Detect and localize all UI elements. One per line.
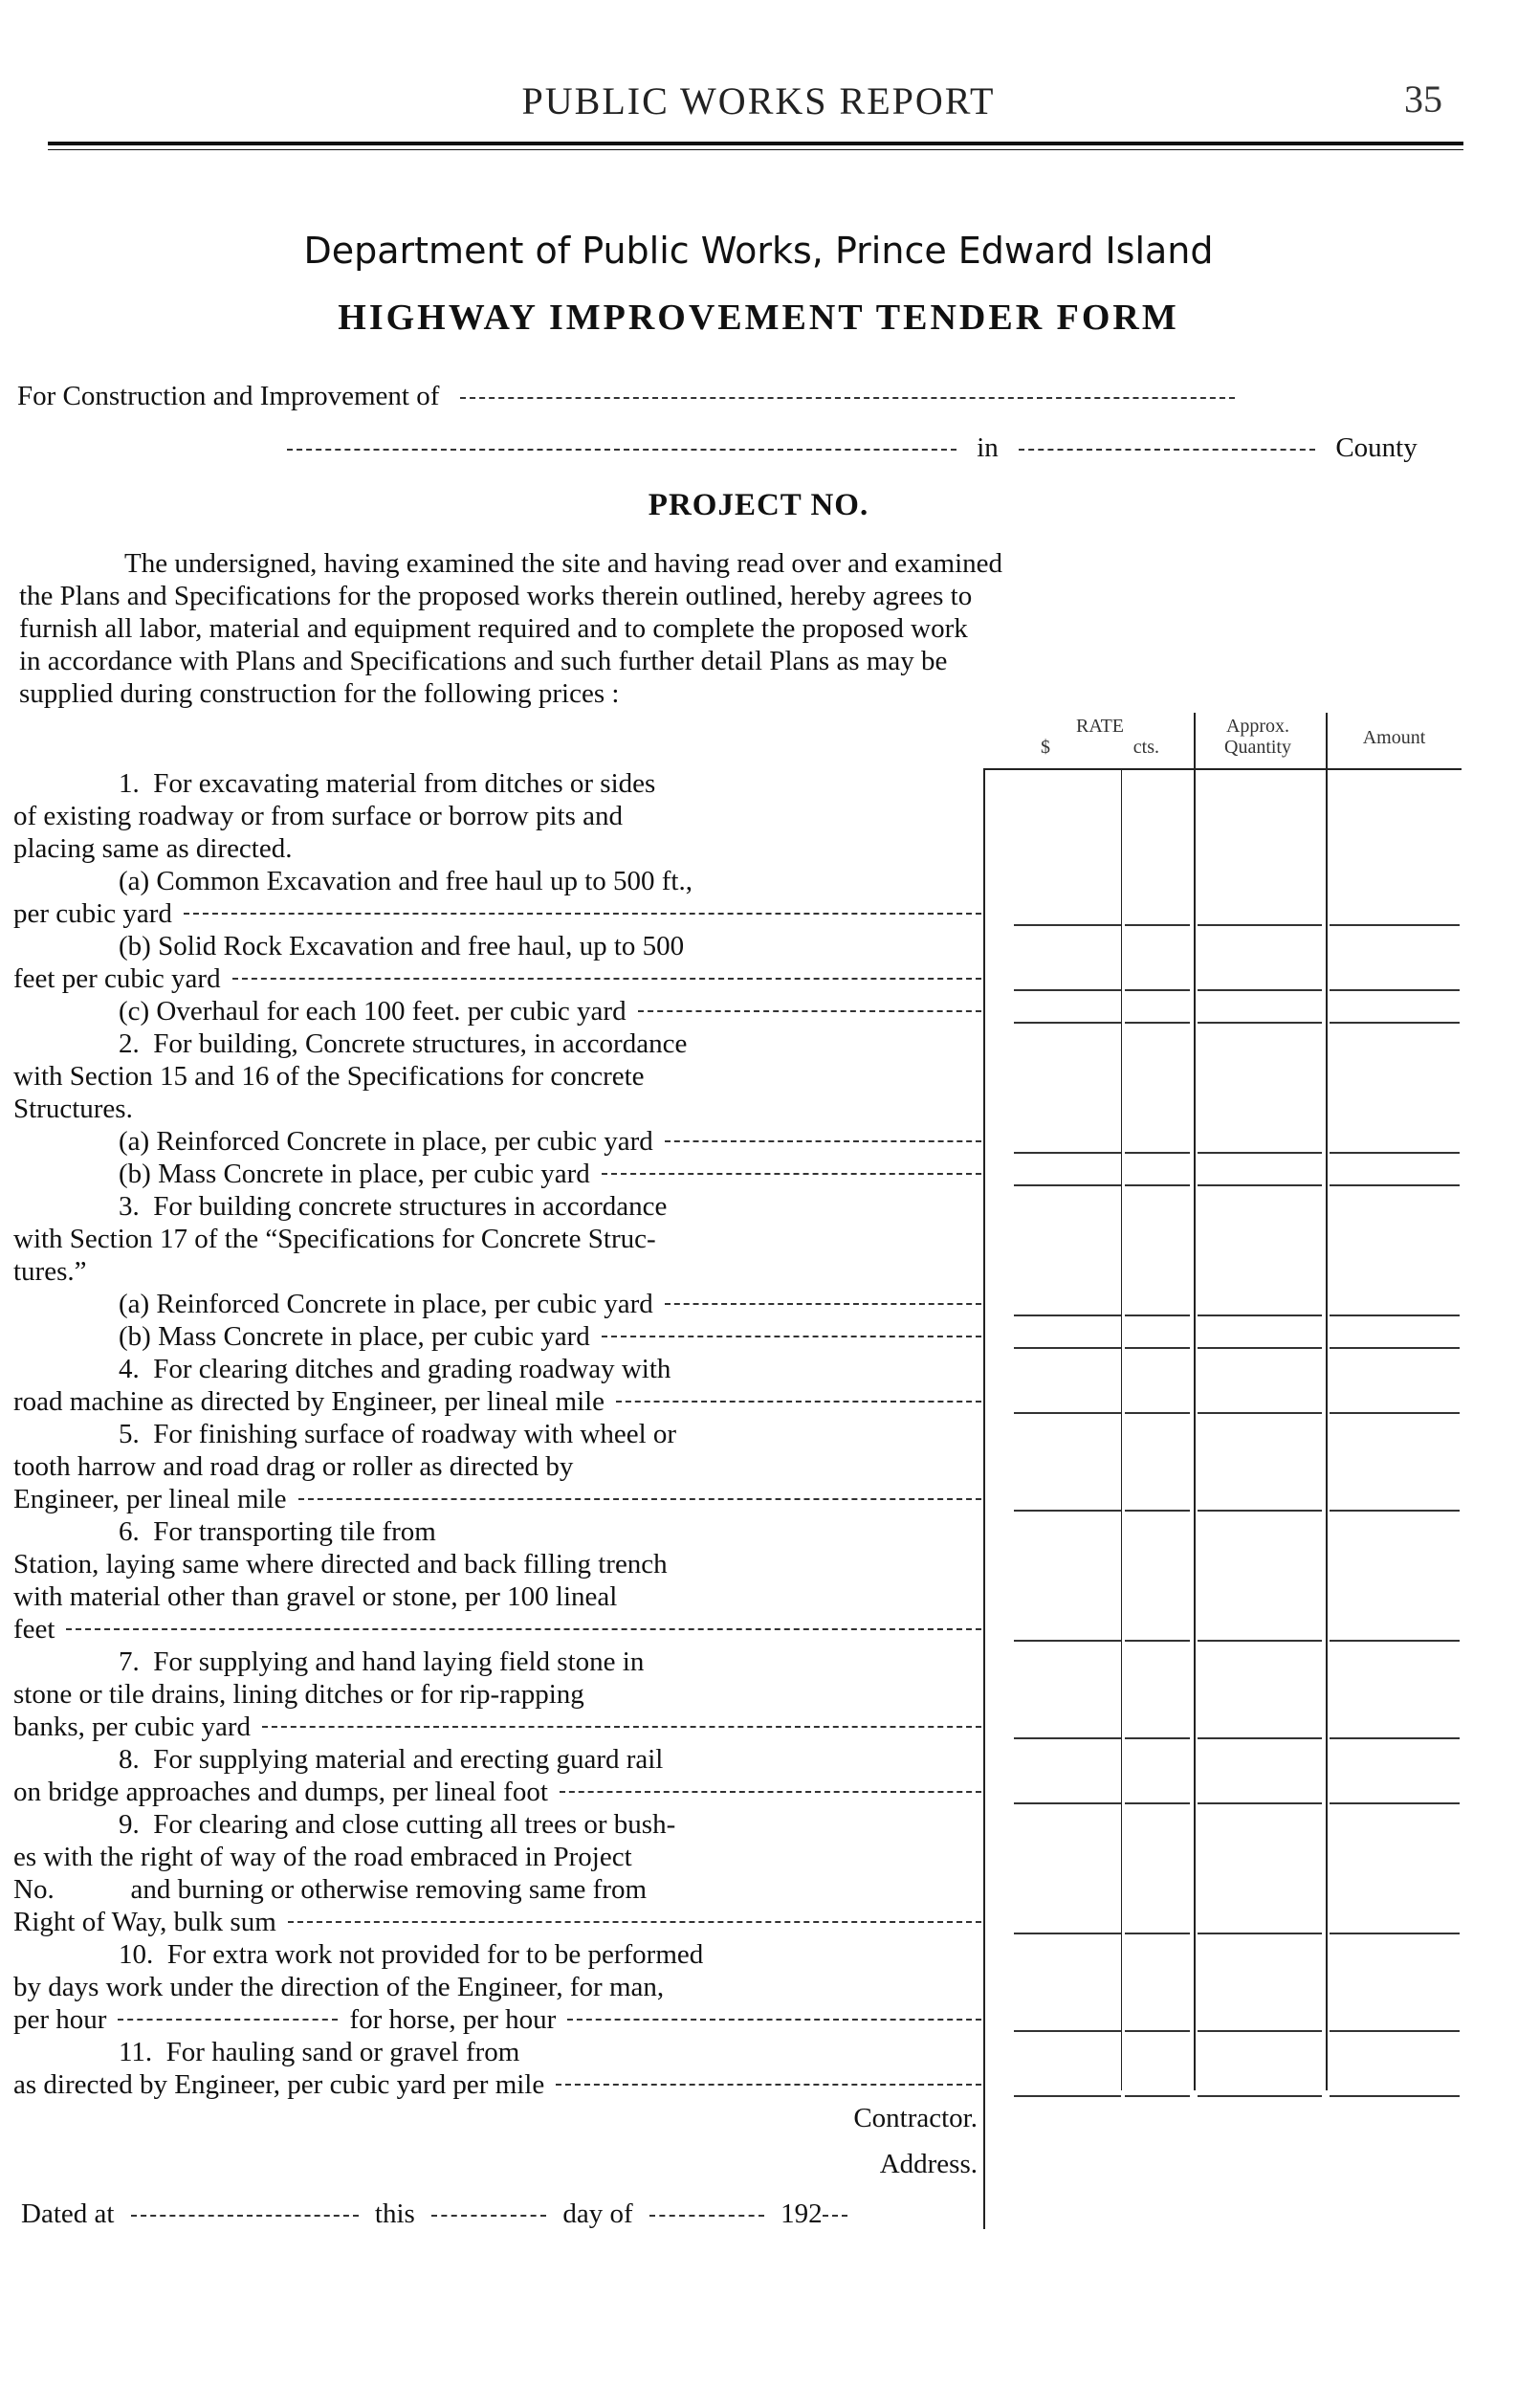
item-text: (a) Reinforced Concrete in place, per cubic yard <box>119 1289 653 1319</box>
department-heading: Department of Public Works, Prince Edward Island <box>303 230 1214 272</box>
item-line <box>13 1450 981 1483</box>
quantity-blank[interactable] <box>1198 1347 1322 1349</box>
amount-blank[interactable] <box>1330 1737 1460 1739</box>
rate-cents-blank[interactable] <box>1125 1737 1190 1739</box>
page-number: 35 <box>1404 77 1442 121</box>
item-text: on bridge approaches and dumps, per lineal foot <box>13 1777 548 1807</box>
rate-cents-blank[interactable] <box>1125 1640 1190 1642</box>
item-text: placing same as directed. <box>13 833 293 864</box>
amount-blank[interactable] <box>1330 1802 1460 1804</box>
rate-dollars-blank[interactable] <box>1014 1152 1121 1154</box>
item-line <box>13 832 981 865</box>
table-left-border <box>983 770 985 2229</box>
item-text: (a) Common Excavation and free haul up to 500 ft., <box>119 866 693 896</box>
county-label: County <box>1335 432 1418 463</box>
quantity-blank[interactable] <box>1198 1184 1322 1186</box>
day-of-label: day of <box>562 2198 633 2229</box>
running-header: PUBLIC WORKS REPORT <box>521 79 996 122</box>
dated-at-label: Dated at <box>21 2198 115 2229</box>
rate-cents-blank[interactable] <box>1125 989 1190 991</box>
rate-cents-blank[interactable] <box>1125 1510 1190 1512</box>
item-line <box>13 1027 981 1060</box>
location-line <box>287 432 1418 464</box>
year-label: 192 <box>780 2198 823 2229</box>
item-line <box>13 962 981 995</box>
quantity-amount-divider <box>1326 713 1328 2090</box>
item-line <box>13 865 981 897</box>
item-text: 2. For building, Concrete structures, in accordance <box>119 1028 688 1059</box>
item-line <box>13 1548 981 1580</box>
item-leader-dots <box>616 1401 981 1403</box>
item-line <box>13 800 981 832</box>
year-blank[interactable] <box>823 2215 847 2217</box>
rate-cents-blank[interactable] <box>1125 1802 1190 1804</box>
cents-divider <box>1121 770 1122 2090</box>
item-text: banks, per cubic yard <box>13 1712 252 1742</box>
rate-cents-blank[interactable] <box>1125 1184 1190 1186</box>
man-rate-blank[interactable] <box>118 2019 338 2021</box>
item-text: 4. For clearing ditches and grading roadway with <box>119 1354 671 1384</box>
item-text: per cubic yard <box>13 898 172 929</box>
item-text-tail: for horse, per hour <box>349 2004 557 2035</box>
item-text: 9. For clearing and close cutting all trees or bush- <box>119 1809 676 1840</box>
item-line <box>13 1385 981 1418</box>
item-line <box>13 1158 981 1190</box>
item-leader-dots <box>262 1726 981 1728</box>
contractor-label: Contractor. <box>853 2103 978 2133</box>
item-line <box>13 1646 981 1678</box>
in-label: in <box>977 432 999 463</box>
item-text: road machine as directed by Engineer, per lineal mile <box>13 1386 605 1417</box>
intro-line: The undersigned, having examined the site and having read over and examined <box>124 548 1003 579</box>
item-line <box>13 1841 981 1873</box>
quantity-blank[interactable] <box>1198 1640 1322 1642</box>
quantity-blank[interactable] <box>1198 1412 1322 1414</box>
rate-dollars-blank[interactable] <box>1014 1640 1121 1642</box>
header-rule <box>48 142 1463 145</box>
rate-cents-blank[interactable] <box>1125 2095 1190 2097</box>
item-text: No. and burning or otherwise removing same from <box>13 1874 648 1905</box>
quantity-blank[interactable] <box>1198 1022 1322 1024</box>
dated-line <box>21 2198 847 2230</box>
item-line <box>13 1515 981 1548</box>
rate-dollars-blank[interactable] <box>1014 2095 1121 2097</box>
county-blank[interactable] <box>1019 449 1315 451</box>
item-text: 10. For extra work not provided for to be performed <box>119 1939 704 1970</box>
amount-blank[interactable] <box>1330 2030 1460 2032</box>
rate-dollars-blank[interactable] <box>1014 1737 1121 1739</box>
amount-blank[interactable] <box>1330 1510 1460 1512</box>
quantity-blank[interactable] <box>1198 1802 1322 1804</box>
dollars-label: $ <box>1041 737 1050 758</box>
item-text: 5. For finishing surface of roadway with wheel or <box>119 1419 677 1449</box>
item-line <box>13 995 981 1027</box>
rate-cents-blank[interactable] <box>1125 1152 1190 1154</box>
quantity-blank[interactable] <box>1198 1933 1322 1934</box>
rate-dollars-blank[interactable] <box>1014 1802 1121 1804</box>
amount-header: Amount <box>1362 727 1426 748</box>
quantity-blank[interactable] <box>1198 989 1322 991</box>
item-line <box>13 1580 981 1613</box>
item-line <box>13 1873 981 1906</box>
item-text: Structures. <box>13 1094 133 1124</box>
quantity-blank[interactable] <box>1198 1314 1322 1316</box>
item-line <box>13 1938 981 1971</box>
item-line <box>13 1711 981 1743</box>
item-text: 6. For transporting tile from <box>119 1516 436 1547</box>
item-text: (c) Overhaul for each 100 feet. per cubic yard <box>119 996 627 1027</box>
item-text: 3. For building concrete structures in accordance <box>119 1191 668 1222</box>
item-leader-dots <box>602 1336 981 1337</box>
item-text: stone or tile drains, lining ditches or for rip-rapping <box>13 1679 584 1710</box>
amount-blank[interactable] <box>1330 1640 1460 1642</box>
rate-dollars-blank[interactable] <box>1014 1022 1121 1024</box>
quantity-label: Quantity <box>1224 737 1291 758</box>
intro-line: supplied during construction for the following prices : <box>19 678 620 709</box>
item-line <box>13 2036 981 2068</box>
item-leader-dots <box>638 1010 981 1012</box>
item-line <box>13 1808 981 1841</box>
item-leader-dots <box>665 1303 981 1305</box>
rate-quantity-divider <box>1194 713 1196 2090</box>
rate-dollars-blank[interactable] <box>1014 1347 1121 1349</box>
item-text: (b) Mass Concrete in place, per cubic yard <box>119 1159 590 1189</box>
this-label: this <box>374 2198 415 2229</box>
amount-blank[interactable] <box>1330 1022 1460 1024</box>
price-items-list <box>13 767 981 2101</box>
item-text: 11. For hauling sand or gravel from <box>119 2037 520 2067</box>
item-text: of existing roadway or from surface or borrow pits and <box>13 801 624 831</box>
rate-cents-blank[interactable] <box>1125 2030 1190 2032</box>
cents-label: cts. <box>1132 737 1159 758</box>
item-leader-dots <box>232 978 981 980</box>
item-leader-dots <box>602 1173 981 1175</box>
rate-cents-blank[interactable] <box>1125 1933 1190 1934</box>
rate-dollars-blank[interactable] <box>1014 1933 1121 1934</box>
quantity-blank[interactable] <box>1198 1737 1322 1739</box>
item-line <box>13 767 981 800</box>
address-label: Address. <box>879 2149 978 2179</box>
item-line <box>13 1255 981 1288</box>
rate-label: RATE <box>1076 716 1124 737</box>
item-line <box>13 1190 981 1223</box>
item-text: (b) Solid Rock Excavation and free haul, up to 500 <box>119 931 685 961</box>
item-text: 1. For excavating material from ditches or sides <box>119 768 656 799</box>
item-leader-dots <box>560 1791 981 1793</box>
quantity-blank[interactable] <box>1198 2095 1322 2097</box>
intro-line: the Plans and Specifications for the proposed works therein outlined, hereby agrees to <box>19 581 973 611</box>
rate-dollars-blank[interactable] <box>1014 2030 1121 2032</box>
rate-header <box>1014 716 1186 758</box>
item-text: with Section 17 of the “Specifications for Concrete Struc- <box>13 1224 656 1254</box>
rate-cents-blank[interactable] <box>1125 1314 1190 1316</box>
item-leader-dots <box>66 1628 981 1630</box>
item-leader-dots <box>184 913 981 915</box>
item-text: with material other than gravel or stone, per 100 lineal <box>13 1581 618 1612</box>
item-text: tures.” <box>13 1256 87 1287</box>
item-text: 8. For supplying material and erecting guard rail <box>119 1744 664 1775</box>
item-text: by days work under the direction of the Engineer, for man, <box>13 1972 665 2002</box>
quantity-blank[interactable] <box>1198 924 1322 926</box>
amount-blank[interactable] <box>1330 2095 1460 2097</box>
horse-rate-blank[interactable] <box>567 2019 981 2021</box>
item-text: per hour <box>13 2004 107 2035</box>
rate-dollars-blank[interactable] <box>1014 924 1121 926</box>
rate-dollars-blank[interactable] <box>1014 1412 1121 1414</box>
quantity-blank[interactable] <box>1198 1152 1322 1154</box>
rate-cents-blank[interactable] <box>1125 1347 1190 1349</box>
item-text: 7. For supplying and hand laying field stone in <box>119 1646 645 1677</box>
amount-blank[interactable] <box>1330 1412 1460 1414</box>
item-text: feet per cubic yard <box>13 963 221 994</box>
amount-blank[interactable] <box>1330 1347 1460 1349</box>
approx-label: Approx. <box>1225 716 1290 737</box>
item-line <box>13 2068 981 2101</box>
amount-blank[interactable] <box>1330 1314 1460 1316</box>
rate-dollars-blank[interactable] <box>1014 989 1121 991</box>
quantity-blank[interactable] <box>1198 2030 1322 2032</box>
construction-label: For Construction and Improvement of <box>17 381 440 411</box>
location-blank[interactable] <box>287 449 956 451</box>
item-line <box>13 1093 981 1125</box>
item-line <box>13 1125 981 1158</box>
item-line <box>13 2003 981 2036</box>
rate-cents-blank[interactable] <box>1125 1412 1190 1414</box>
quantity-blank[interactable] <box>1198 1510 1322 1512</box>
item-line <box>13 1288 981 1320</box>
item-line <box>13 1971 981 2003</box>
item-text: feet <box>13 1614 55 1645</box>
item-line <box>13 1353 981 1385</box>
construction-line <box>17 381 1235 412</box>
table-header-rule <box>983 768 1462 770</box>
project-number-label: PROJECT NO. <box>648 488 869 522</box>
month-blank[interactable] <box>649 2215 764 2217</box>
amount-blank[interactable] <box>1330 989 1460 991</box>
item-line <box>13 1743 981 1776</box>
item-text: (a) Reinforced Concrete in place, per cubic yard <box>119 1126 653 1157</box>
item-text: Right of Way, bulk sum <box>13 1907 276 1937</box>
header-rule-thin <box>48 149 1463 150</box>
item-text: tooth harrow and road drag or roller as directed by <box>13 1451 574 1482</box>
item-line <box>13 1678 981 1711</box>
item-text: Engineer, per lineal mile <box>13 1484 287 1514</box>
item-text: es with the right of way of the road embraced in Project <box>13 1842 632 1872</box>
rate-cents-blank[interactable] <box>1125 924 1190 926</box>
amount-blank[interactable] <box>1330 1184 1460 1186</box>
amount-blank[interactable] <box>1330 924 1460 926</box>
day-blank[interactable] <box>431 2215 546 2217</box>
form-title: HIGHWAY IMPROVEMENT TENDER FORM <box>338 298 1179 338</box>
intro-line: furnish all labor, material and equipment required and to complete the proposed work <box>19 613 968 644</box>
item-line <box>13 1483 981 1515</box>
item-leader-dots <box>665 1140 981 1142</box>
item-line <box>13 1906 981 1938</box>
item-text: as directed by Engineer, per cubic yard per mile <box>13 2069 545 2100</box>
item-leader-dots <box>288 1921 981 1923</box>
amount-blank[interactable] <box>1330 1152 1460 1154</box>
amount-blank[interactable] <box>1330 1933 1460 1934</box>
item-text: (b) Mass Concrete in place, per cubic yard <box>119 1321 590 1352</box>
rate-dollars-blank[interactable] <box>1014 1314 1121 1316</box>
construction-blank[interactable] <box>460 397 1235 399</box>
intro-paragraph <box>19 547 1463 710</box>
item-line <box>13 1613 981 1646</box>
dated-at-blank[interactable] <box>131 2215 359 2217</box>
rate-dollars-blank[interactable] <box>1014 1184 1121 1186</box>
item-line <box>13 897 981 930</box>
item-line <box>13 1060 981 1093</box>
rate-dollars-blank[interactable] <box>1014 1510 1121 1512</box>
item-line <box>13 1223 981 1255</box>
item-leader-dots <box>556 2084 981 2086</box>
item-line <box>13 1320 981 1353</box>
item-text: Station, laying same where directed and back filling trench <box>13 1549 668 1580</box>
rate-cents-blank[interactable] <box>1125 1022 1190 1024</box>
intro-line: in accordance with Plans and Specifications and such further detail Plans as may be <box>19 646 948 676</box>
item-line <box>13 1418 981 1450</box>
item-leader-dots <box>298 1498 982 1500</box>
item-text: with Section 15 and 16 of the Specifications for concrete <box>13 1061 645 1092</box>
quantity-header <box>1196 716 1320 758</box>
item-line <box>13 930 981 962</box>
item-line <box>13 1776 981 1808</box>
